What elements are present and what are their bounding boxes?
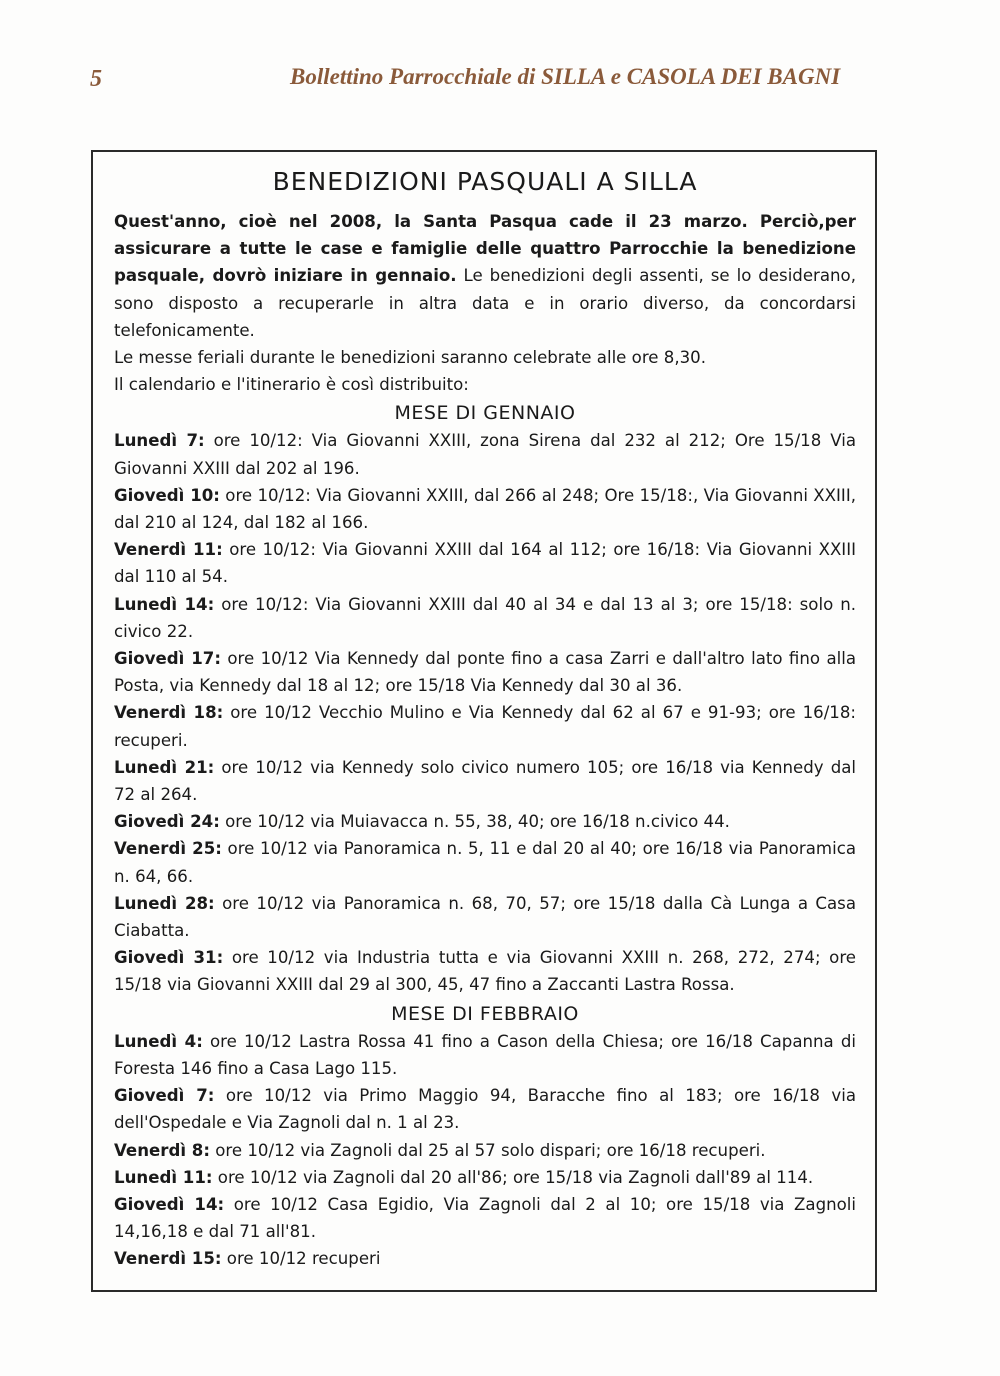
entry-text: ore 10/12 via Panoramica n. 68, 70, 57; ore 15/18 dalla Cà Lunga a Casa Ciabatta. [114,893,856,941]
entry-day: Lunedì 21: [114,757,215,777]
entry-day: Lunedì 14: [114,594,215,614]
calendar-line: Il calendario e l'itinerario è così distribuito: [114,375,469,395]
entry-text: ore 10/12 Lastra Rossa 41 fino a Cason della Chiesa; ore 16/18 Capanna di Foresta 146 fino a Casa Lago 115. [114,1031,857,1078]
entry-day: Giovedì 24: [114,812,220,832]
intro-rest-text: Le benedizioni degli assenti, se lo desiderano, sono disposto a recuperarle in altra data e in orario diverso, da concordarsi telefonicamente. [114,266,856,340]
entry-day: Lunedì 7: [114,431,205,451]
entry-text: ore 10/12 via Kennedy solo civico numero 105; ore 16/18 via Kennedy dal 72 al 264. [114,757,857,805]
running-head: Bollettino Parrocchiale di SILLA e CASOLA DEI BAGNI [290,64,841,89]
schedule-entry [114,754,856,808]
entry-day: Venerdì 8: [114,1140,210,1160]
schedule-entry [114,1191,856,1245]
entry-day: Lunedì 11: [114,1167,213,1187]
entry-day: Giovedì 10: [114,485,220,505]
entry-day: Giovedì 31: [114,948,224,968]
page-number: 5 [90,66,102,92]
entry-day: Lunedì 4: [114,1031,203,1051]
schedule-entry [114,890,856,944]
schedule-entry [114,591,856,645]
entry-text: ore 10/12: Via Giovanni XXIII dal 40 al 34 e dal 13 al 3; ore 15/18: solo n. civico 22. [114,594,856,641]
entry-text: ore 10/12 via Primo Maggio 94, Baracche fino al 183; ore 16/18 via dell'Ospedale e Via Zagnoli dal n. 1 al 23. [114,1086,856,1133]
entry-day: Giovedì 17: [114,649,221,669]
schedule-entry [114,808,856,835]
schedule-entry [114,699,856,753]
entry-day: Lunedì 28: [114,893,215,913]
entry-day: Venerdì 18: [114,703,224,723]
schedule-entry [114,944,856,998]
schedule-entry [114,482,856,536]
entry-text: ore 10/12: Via Giovanni XXIII dal 164 al 112; ore 16/18: Via Giovanni XXIII dal 110 al 54. [114,540,856,587]
entry-text: ore 10/12 recuperi [221,1249,381,1269]
article-title: BENEDIZIONI PASQUALI A SILLA [272,167,698,196]
schedule-entry [114,536,856,590]
entry-day: Giovedì 14: [114,1194,225,1214]
february-list [114,1028,856,1273]
entry-text: ore 10/12 Casa Egidio, Via Zagnoli dal 2 al 10; ore 15/18 via Zagnoli 14,16,18 e dal 71 all'81. [114,1194,857,1242]
entry-day: Giovedì 7: [114,1086,215,1106]
schedule-entry [114,835,856,889]
schedule-entry [114,1245,856,1272]
section-heading-february: MESE DI FEBBRAIO [391,1002,579,1025]
intro-bold-text: Quest'anno, cioè nel 2008, la Santa Pasqua cade il 23 marzo. Perciò,per assicurare a tutte le case e famiglie delle quattro Parrocchie la benedizione pasquale, dovrò iniziare in gennaio. [114,212,856,286]
entry-text: ore 10/12 via Zagnoli dal 20 all'86; ore 15/18 via Zagnoli dall'89 al 114. [212,1167,814,1187]
entry-text: ore 10/12 via Zagnoli dal 25 al 57 solo dispari; ore 16/18 recuperi. [209,1140,766,1160]
schedule-entry [114,645,856,699]
entry-text: ore 10/12 Vecchio Mulino e Via Kennedy dal 62 al 67 e 91-93; ore 16/18: recuperi. [114,703,856,750]
entry-day: Venerdì 15: [114,1249,222,1269]
schedule-entry [114,1082,856,1136]
entry-day: Venerdì 11: [114,540,223,560]
article-content [114,162,856,1273]
intro-paragraph [114,208,856,344]
entry-text: ore 10/12: Via Giovanni XXIII, zona Sirena dal 232 al 212; Ore 15/18 Via Giovanni XXIII dal 202 al 196. [114,431,856,478]
january-list [114,427,856,998]
schedule-entry [114,1137,856,1164]
schedule-entry [114,1028,856,1082]
entry-text: ore 10/12 via Industria tutta e via Giovanni XXIII n. 268, 272, 274; ore 15/18 via Giovanni XXIII dal 29 al 300, 45, 47 fino a Zaccanti Lastra Rossa. [114,948,856,995]
entry-day: Venerdì 25: [114,839,222,859]
schedule-entry [114,1164,856,1191]
masses-line: Le messe feriali durante le benedizioni saranno celebrate alle ore 8,30. [114,348,706,368]
entry-text: ore 10/12 Via Kennedy dal ponte fino a casa Zarri e dall'altro lato fino alla Posta, via Kennedy dal 18 al 12; ore 15/18 Via Kennedy dal 30 al 36. [114,649,856,696]
entry-text: ore 10/12: Via Giovanni XXIII, dal 266 al 248; Ore 15/18:, Via Giovanni XXIII, dal 210 al 124, dal 182 al 166. [114,485,856,533]
section-heading-january: MESE DI GENNAIO [394,402,576,425]
entry-text: ore 10/12 via Muiavacca n. 55, 38, 40; ore 16/18 n.civico 44. [219,812,730,832]
schedule-entry [114,427,856,481]
entry-text: ore 10/12 via Panoramica n. 5, 11 e dal 20 al 40; ore 16/18 via Panoramica n. 64, 66. [114,839,856,886]
